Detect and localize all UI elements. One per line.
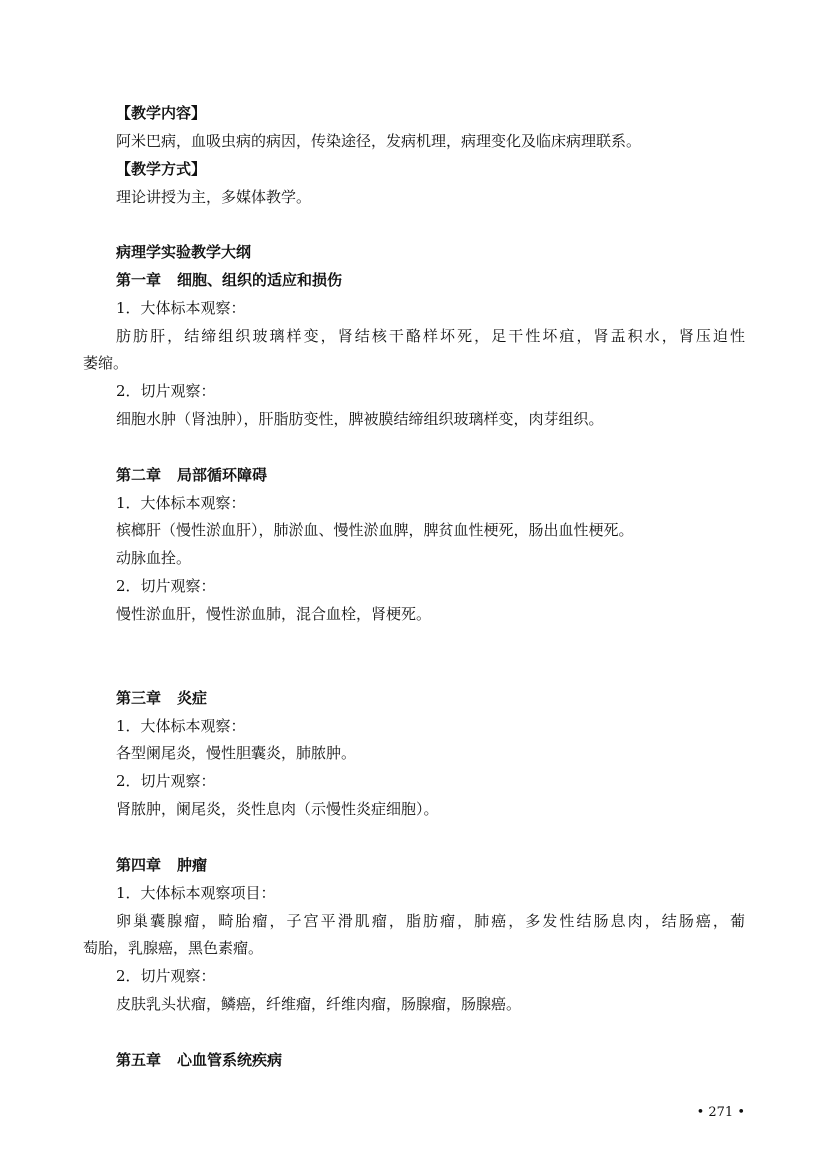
chapter-2-heading [116,465,745,485]
teaching-method-text: 理论讲授为主，多媒体教学。 [116,188,312,206]
chapter-5-title: 心血管系统疾病 [177,1051,283,1069]
chapter-2-number: 第二章 [116,466,162,484]
chapter-4-gross-line-1: 卵巢囊腺瘤，畸胎瘤，子宫平滑肌瘤，脂肪瘤，肺癌，多发性结肠息肉，结肠癌，葡 [116,912,745,930]
chapter-2-title: 局部循环障碍 [177,466,268,484]
chapter-4-slide-label: 2．切片观察： [116,967,216,985]
chapter-4-gross-line-2: 萄胎，乳腺癌，黑色素瘤。 [83,939,264,957]
chapter-4-gross-label: 1．大体标本观察项目： [116,884,276,902]
chapter-1-gross-line-1: 肪肪肝，结缔组织玻璃样变，肾结核干酪样坏死，足干性坏疽，肾盂积水，肾压迫性 [116,327,745,345]
chapter-1-gross-line-2: 萎缩。 [83,354,129,372]
chapter-4-number: 第四章 [116,856,162,874]
chapter-5-number: 第五章 [116,1051,162,1069]
outline-title: 病理学实验教学大纲 [116,243,252,261]
chapter-4-heading [116,855,745,875]
chapter-1-heading [116,270,745,290]
teaching-content-text: 阿米巴病，血吸虫病的病因，传染途径，发病机理，病理变化及临床病理联系。 [116,132,642,150]
chapter-5-heading [116,1050,745,1070]
teaching-method-heading: 【教学方式】 [116,160,207,178]
chapter-4-slide-text: 皮肤乳头状瘤，鳞癌，纤维瘤，纤维肉瘤，肠腺瘤，肠腺癌。 [116,995,522,1013]
chapter-1-title: 细胞、组织的适应和损伤 [177,271,343,289]
chapter-2-slide-text: 慢性淤血肝，慢性淤血肺，混合血栓，肾梗死。 [116,605,432,623]
chapter-1-gross-label: 1．大体标本观察： [116,299,246,317]
chapter-3-title: 炎症 [177,689,208,707]
chapter-2-slide-label: 2．切片观察： [116,577,216,595]
chapter-1-slide-label: 2．切片观察： [116,382,216,400]
chapter-4-title: 肿瘤 [177,856,208,874]
chapter-2-gross-line-1: 槟榔肝（慢性淤血肝），肺淤血、慢性淤血脾，脾贫血性梗死，肠出血性梗死。 [116,521,634,539]
chapter-1-slide-text: 细胞水肿（肾浊肿），肝脂肪变性，脾被膜结缔组织玻璃样变，肉芽组织。 [116,410,604,428]
chapter-1-number: 第一章 [116,271,162,289]
chapter-3-gross-label: 1．大体标本观察： [116,717,246,735]
teaching-content-heading: 【教学内容】 [116,104,207,122]
page-number: • 271 • [696,1105,745,1120]
chapter-3-gross-line-1: 各型阑尾炎，慢性胆囊炎，肺脓肿。 [116,744,357,762]
chapter-3-heading [116,688,745,708]
chapter-2-gross-line-2: 动脉血拴。 [116,549,192,567]
chapter-3-slide-label: 2．切片观察： [116,772,216,790]
chapter-2-gross-label: 1．大体标本观察： [116,494,246,512]
chapter-3-number: 第三章 [116,689,162,707]
chapter-3-slide-text: 肾脓肿，阑尾炎，炎性息肉（示慢性炎症细胞）。 [116,800,439,818]
